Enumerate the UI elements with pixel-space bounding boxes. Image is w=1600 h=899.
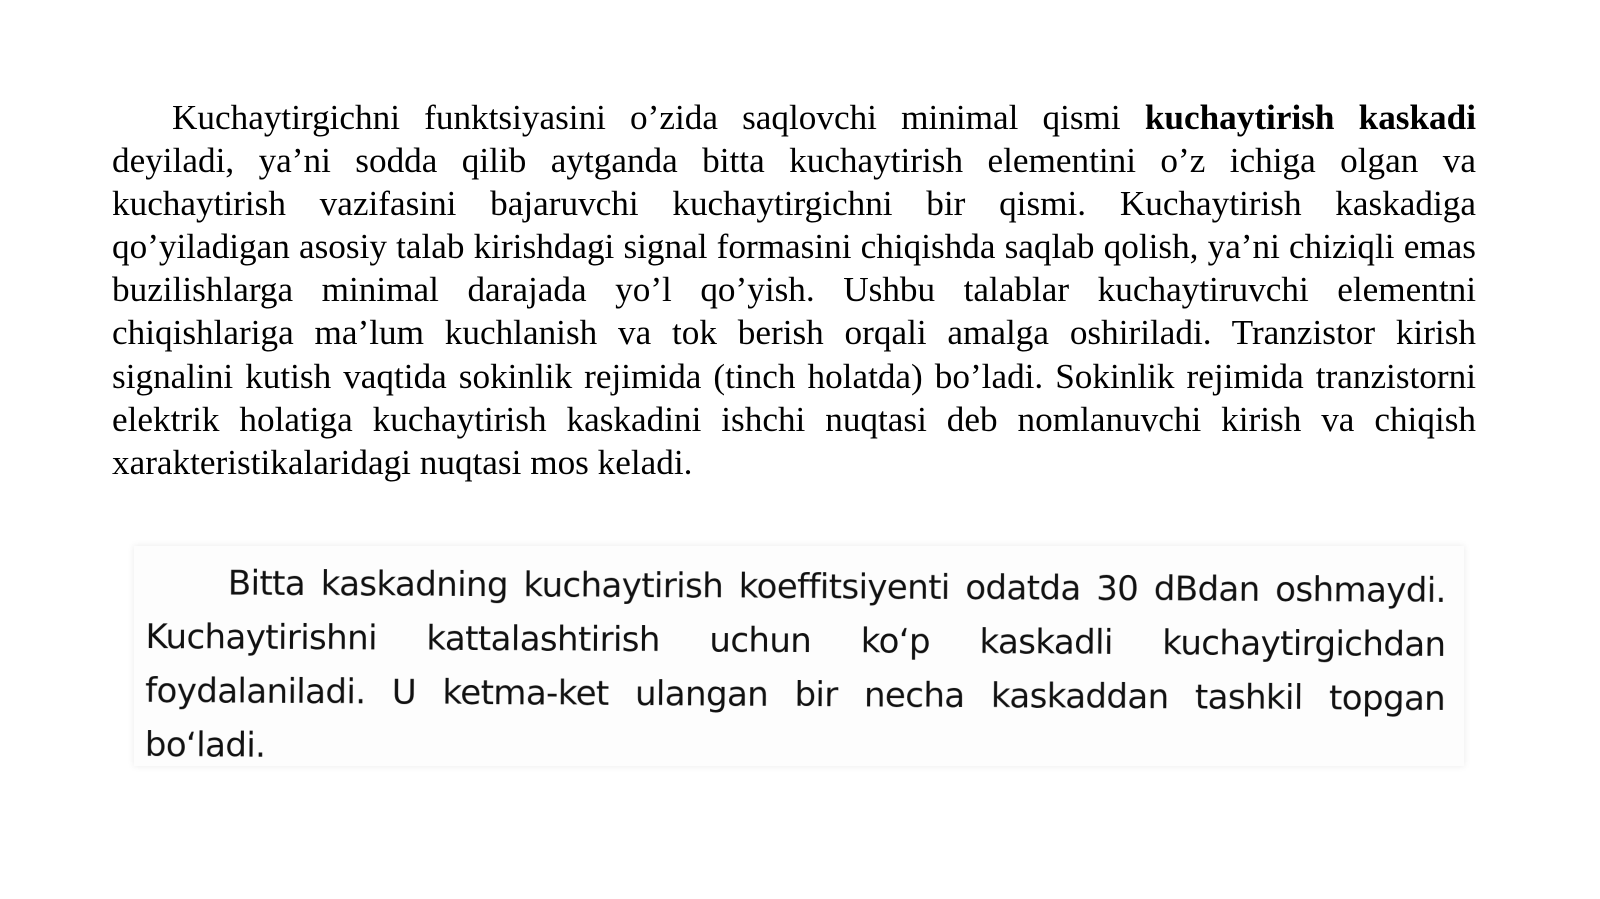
paragraph-body: deyiladi, ya’ni sodda qilib aytganda bitta kuchaytirish elementini o’z ichiga olgan va kuchaytirish vazifasini bajaruvchi kuchaytirgichni bir qismi. Kuchaytirish kaskadiga qo’yiladigan asosiy talab kirishdagi signal formasini chiqishda saqlab qolish, ya’ni chiziqli emas buzilishlarga minimal darajada yo’l qo’yish. Ushbu talablar kuchaytiruvchi elementni chiqishlariga ma’lum kuchlanish va tok berish orqali amalga oshiriladi. Tranzistor kirish signalini kutish vaqtida sokinlik rejimida (tinch holatda) bo’ladi. Sokinlik rejimida tranzistorni elektrik holatiga kuchaytirish kaskadini ishchi nuqtasi deb nomlanuvchi kirish va chiqish xarakteristikalaridagi nuqtasi mos keladi. xyxy=(112,141,1476,482)
paragraph-intro: Kuchaytirgichni funktsiyasini o’zida saqlovchi minimal qismi xyxy=(172,98,1145,137)
scanned-paragraph: Bitta kaskadning kuchaytirish koeffitsiyenti odatda 30 dBdan oshmaydi. Kuchaytirishni kattalashtirish uchun ko‘p kaskadli kuchaytirgichdan foydalaniladi. U ketma-ket ulangan bir necha kaskaddan tashkil topgan bo‘ladi. xyxy=(144,563,1446,766)
scanned-text-image xyxy=(134,546,1464,766)
key-term: kuchaytirish kaskadi xyxy=(1144,98,1476,137)
main-paragraph xyxy=(112,96,1476,484)
